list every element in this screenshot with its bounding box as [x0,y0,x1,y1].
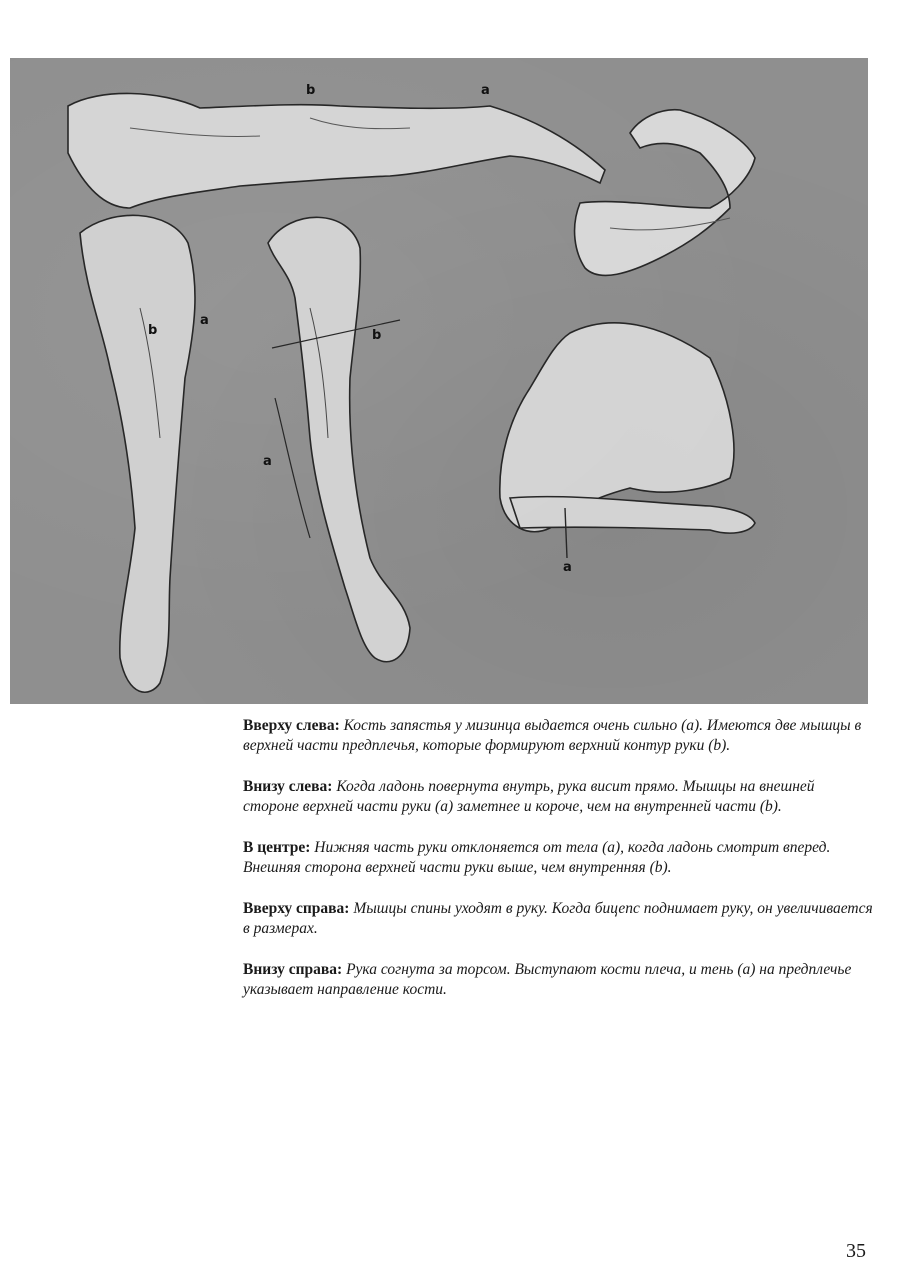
caption-text: Кость запястья у мизинца выдается очень сильно (a). Имеются две мышцы в верхней части предплечья, которые формируют верхний контур руки (b). [243,717,862,754]
label-center-b: b [372,328,382,343]
label-bottom-left-a: a [200,313,209,328]
arm-drawings [10,58,868,704]
caption-lead: Внизу слева: [243,778,333,795]
label-top-left-a: a [481,83,490,98]
label-bottom-left-b: b [148,323,158,338]
caption-top-right [243,899,873,939]
label-center-a: a [263,454,272,469]
caption-lead: В центре: [243,839,311,856]
drawing-bottom-left-arm [80,215,195,692]
label-top-left-b: b [306,83,316,98]
caption-top-left [243,716,873,756]
caption-text: Когда ладонь повернута внутрь, рука висит прямо. Мышцы на внешней стороне верхней части руки (a) заметнее и короче, чем на внутренней части (b). [243,778,815,815]
caption-text: Нижняя часть руки отклоняется от тела (a), когда ладонь смотрит вперед. Внешняя сторона верхней части руки выше, чем внутренняя (b). [243,839,831,876]
caption-lead: Вверху справа: [243,900,350,917]
drawing-center-arm [268,217,410,661]
drawing-bottom-right-arm [500,323,755,558]
captions [243,716,873,1021]
caption-lead: Вверху слева: [243,717,340,734]
arm-anatomy-illustration [10,58,868,704]
caption-center [243,838,873,878]
caption-text: Рука согнута за торсом. Выступают кости плеча, и тень (a) на предплечье указывает направление кости. [243,961,852,998]
caption-bottom-right [243,960,873,1000]
caption-bottom-left [243,777,873,817]
label-bottom-right-a: a [563,560,572,575]
page-number: 35 [846,1240,866,1262]
caption-text: Мышцы спины уходят в руку. Когда бицепс поднимает руку, он увеличивается в размерах. [243,900,873,937]
drawing-top-right-arm [575,110,755,276]
drawing-top-left-arm [68,93,605,208]
caption-lead: Внизу справа: [243,961,343,978]
